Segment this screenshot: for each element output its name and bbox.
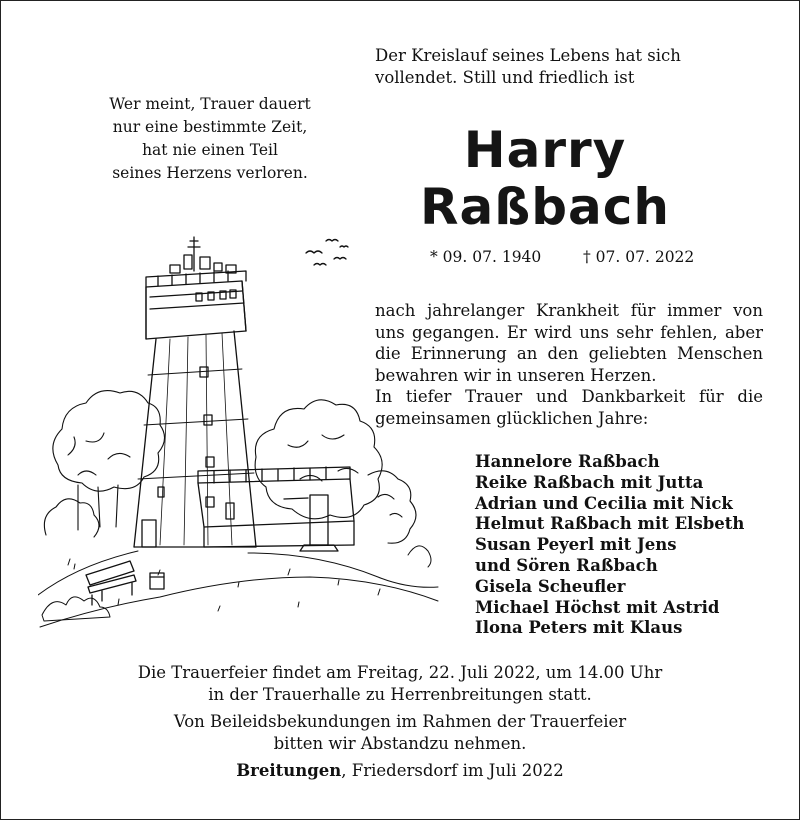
funeral-line: Die Trauerfeier findet am Freitag, 22. Juli 2022, um 14.00 Uhr xyxy=(137,663,663,682)
poem-line: seines Herzens verloren. xyxy=(112,164,308,182)
condolence-line: bitten wir Abstandzu nehmen. xyxy=(273,733,527,753)
trees-left xyxy=(44,391,164,537)
body-line: die Erinnerung an den geliebten Menschen xyxy=(375,344,763,363)
mourner: Helmut Raßbach mit Elsbeth xyxy=(475,514,745,534)
place-date xyxy=(60,760,740,782)
first-name: Harry xyxy=(463,121,627,179)
intro-text xyxy=(375,45,775,89)
body-line: gemeinsamen glücklichen Jahre: xyxy=(375,408,649,428)
birds-icon xyxy=(306,240,348,266)
condolence-line: Von Beileidsbekundungen im Rahmen der Trauerfeier xyxy=(173,712,627,731)
poem-line: hat nie einen Teil xyxy=(142,141,278,159)
mourner: Reike Raßbach mit Jutta xyxy=(475,472,704,492)
body-line: nach jahrelanger Krankheit für immer von xyxy=(375,301,763,320)
body-line: uns gegangen. Er wird uns sehr fehlen, aber xyxy=(375,322,763,342)
building xyxy=(198,467,354,551)
intro-line: vollendet. Still und friedlich ist xyxy=(375,68,635,87)
mourner: und Sören Raßbach xyxy=(475,555,658,575)
mourner: Susan Peyerl mit Jens xyxy=(475,535,677,555)
poem xyxy=(80,93,340,185)
observation-tower-illustration xyxy=(38,235,440,635)
funeral-line: in der Trauerhalle zu Herrenbreitungen statt. xyxy=(208,684,592,704)
mourner: Adrian und Cecilia mit Nick xyxy=(475,493,733,513)
birth-date: * 09. 07. 1940 xyxy=(430,248,542,266)
body-line: bewahren wir in unseren Herzen. xyxy=(375,365,657,385)
poem-line: Wer meint, Trauer dauert xyxy=(109,95,311,113)
tower xyxy=(134,237,256,547)
mourner: Gisela Scheufler xyxy=(475,576,626,596)
mourner: Michael Höchst mit Astrid xyxy=(475,597,720,617)
body-line: In tiefer Trauer und Dankbarkeit für die xyxy=(375,387,763,406)
death-date: † 07. 07. 2022 xyxy=(583,248,695,266)
waste-bin xyxy=(150,573,164,589)
last-name: Raßbach xyxy=(420,178,670,236)
mourner: Hannelore Raßbach xyxy=(475,452,660,471)
intro-line: Der Kreislauf seines Lebens hat sich xyxy=(375,46,681,65)
funeral-notice xyxy=(60,662,740,782)
deceased-name xyxy=(420,122,670,236)
place-rest: , Friedersdorf im Juli 2022 xyxy=(341,761,564,780)
ground xyxy=(38,546,438,627)
mourner: Ilona Peters mit Klaus xyxy=(475,618,683,638)
place-bold: Breitungen xyxy=(236,761,342,780)
poem-line: nur eine bestimmte Zeit, xyxy=(112,118,308,136)
mourners-list xyxy=(475,452,775,639)
